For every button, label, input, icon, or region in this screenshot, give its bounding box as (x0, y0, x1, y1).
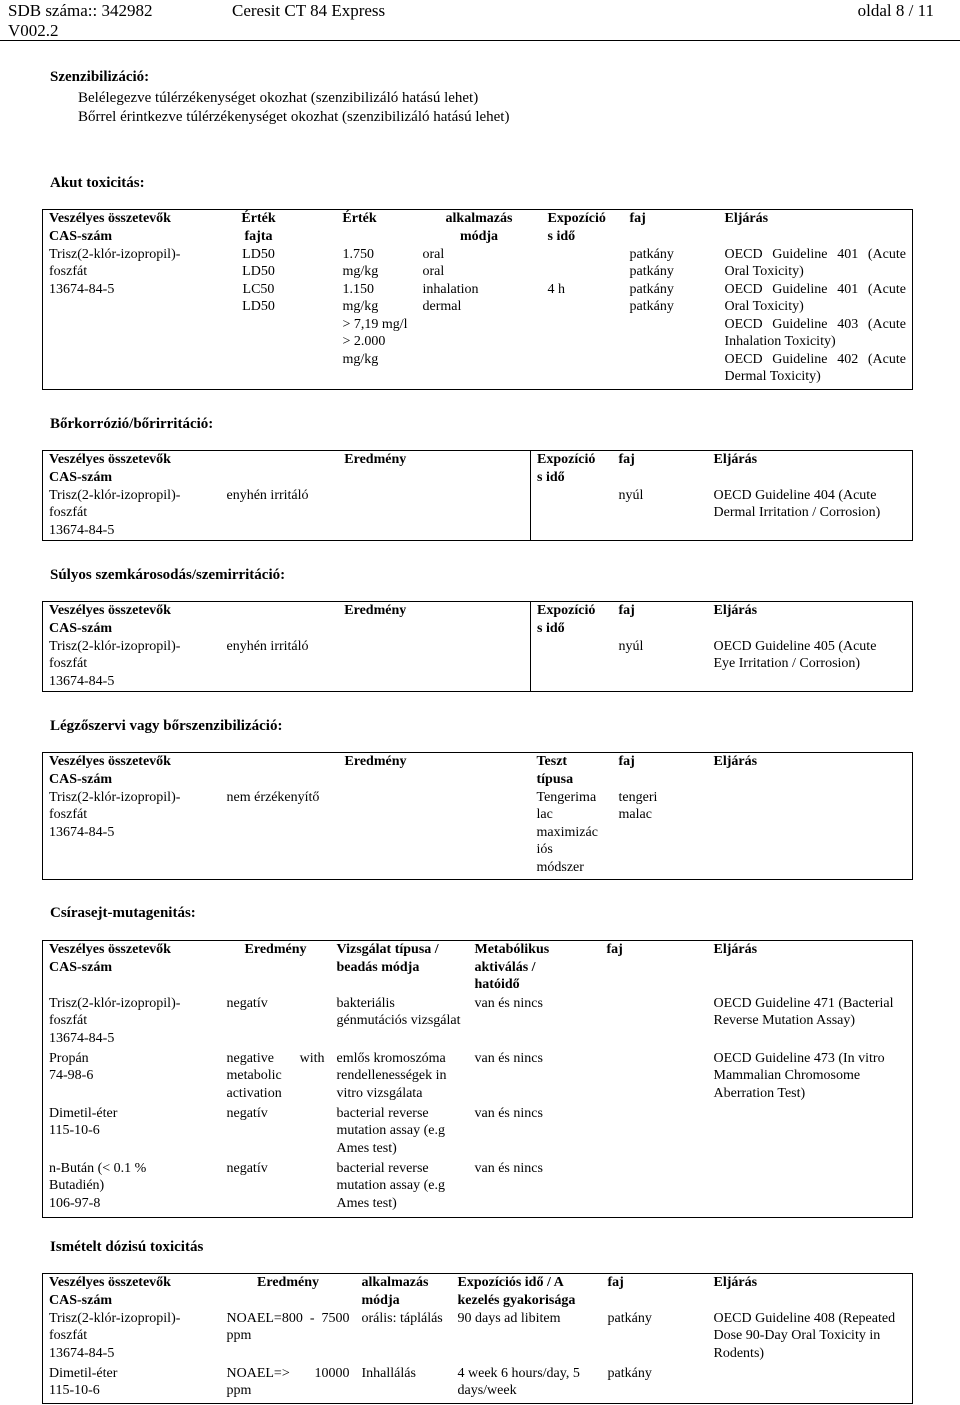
acute-title: Akut toxicitás: (50, 175, 145, 191)
skin-h-exp: Expozíció s idő (537, 452, 596, 485)
acute-exposure: 4 h (547, 281, 565, 297)
muta-result: negatív (226, 995, 268, 1011)
acute-h-method: Eljárás (724, 211, 769, 226)
eye-h-result: Eredmény (221, 602, 531, 638)
resp-species: tengeri malac (618, 789, 658, 822)
table-row (43, 1160, 913, 1218)
repeat-method: OECD Guideline 408 (Repeated Dose 90-Day Oral Toxicity in Rodents) (713, 1310, 896, 1361)
repeat-title: Ismételt dózisú toxicitás (50, 1239, 204, 1255)
product-name: Ceresit CT 84 Express (232, 1, 386, 20)
resp-h-species: faj (618, 754, 635, 769)
muta-result: negatív (226, 1105, 268, 1121)
acute-h-route: alkalmazás módja (445, 211, 513, 244)
page-number: oldal 8 / 11 (857, 1, 934, 20)
sens-title: Szenzibilizáció: (50, 69, 150, 85)
skin-exp (531, 487, 613, 541)
resp-result: nem érzékenyítő (226, 789, 320, 805)
eye-comp: Trisz(2-klór-izopropil)- foszfát 13674-84-5 (49, 638, 181, 689)
muta-meta: van és nincs (474, 1160, 543, 1176)
acute-methods: OECD Guideline 401 (Acute Oral Toxicity) OECD Guideline 401 (Acute Oral Toxicity) OECD Guideline 403 (Acute Inhalation Toxicity) OECD Guideline 402 (Acute Dermal Toxicity) (724, 246, 906, 384)
sdb-number: SDB száma:: 342982 (8, 1, 153, 20)
muta-species (601, 1160, 708, 1218)
muta-h-comp: Veszélyes összetevők CAS-szám (49, 942, 171, 975)
acute-types: LD50 LD50 LC50 LD50 (242, 246, 275, 314)
eye-species: nyúl (618, 638, 644, 654)
muta-comp: Dimetil-éter 115-10-6 (49, 1105, 118, 1138)
resp-h-method: Eljárás (713, 754, 758, 769)
repeat-result: NOAEL=> 10000 ppm (226, 1365, 350, 1398)
table-row (43, 995, 913, 1050)
repeat-exp: 4 week 6 hours/day, 5 days/week (457, 1365, 580, 1398)
repeat-species: patkány (607, 1365, 652, 1381)
muta-table (42, 940, 913, 1218)
repeat-table (42, 1273, 913, 1404)
acute-h-comp: Veszélyes összetevők CAS-szám (49, 211, 171, 244)
muta-species (601, 995, 708, 1050)
muta-type: bakteriális génmutációs vizsgálat (336, 995, 461, 1028)
muta-method: OECD Guideline 473 (In vitro Mammalian Chromosome Aberration Test) (713, 1050, 885, 1101)
repeat-comp: Dimetil-éter 115-10-6 (49, 1365, 118, 1398)
muta-species (601, 1105, 708, 1160)
muta-title: Csírasejt-mutagenitás: (50, 905, 196, 921)
muta-h-result: Eredmény (244, 942, 307, 957)
acute-h-value: Érték (342, 211, 377, 226)
skin-title: Bőrkorrózió/bőrirritáció: (50, 416, 214, 432)
acute-comp: Trisz(2-klór-izopropil)- foszfát 13674-84-5 (49, 246, 181, 297)
repeat-comp: Trisz(2-klór-izopropil)- foszfát 13674-84-5 (49, 1310, 181, 1361)
muta-species (601, 1050, 708, 1105)
eye-exp (531, 638, 613, 692)
repeat-h-result: Eredmény (257, 1275, 319, 1290)
repeat-h-method: Eljárás (713, 1275, 758, 1290)
repeat-result: NOAEL=800 - 7500 ppm (226, 1310, 350, 1343)
acute-table (42, 209, 913, 390)
repeat-route: Inhallálás (361, 1365, 416, 1381)
acute-routes: oral oral inhalation dermal (422, 246, 479, 314)
muta-method (708, 1160, 913, 1218)
resp-comp: Trisz(2-klór-izopropil)- foszfát 13674-84-5 (49, 789, 181, 840)
repeat-h-route: alkalmazás módja (361, 1275, 429, 1308)
muta-method: OECD Guideline 471 (Bacterial Reverse Mutation Assay) (713, 995, 894, 1028)
table-row (43, 1050, 913, 1105)
repeat-method (708, 1365, 913, 1404)
eye-h-method: Eljárás (713, 603, 758, 618)
muta-comp: Propán 74-98-6 (49, 1050, 94, 1083)
table-row (43, 1105, 913, 1160)
eye-title: Súlyos szemkárosodás/szemirritáció: (50, 567, 286, 583)
sens-line-1: Belélegezve túlérzékenységet okozhat (szenzibilizáló hatású lehet) (78, 90, 479, 106)
table-row (43, 1310, 913, 1365)
muta-h-method: Eljárás (713, 942, 758, 957)
skin-h-species: faj (618, 452, 635, 467)
muta-h-meta: Metabólikus aktiválás / hatóidő (474, 942, 550, 992)
acute-h-type: Érték fajta (241, 211, 276, 244)
resp-test: Tengerima lac maximizác iós módszer (536, 789, 598, 875)
muta-comp: n-Bután (< 0.1 % Butadién) 106-97-8 (49, 1160, 147, 1211)
repeat-exp: 90 days ad libitem (457, 1310, 561, 1326)
muta-type: bacterial reverse mutation assay (e.g Ames test) (336, 1105, 445, 1156)
table-row (43, 1365, 913, 1404)
page-header (0, 0, 960, 41)
acute-h-species: faj (629, 211, 646, 226)
skin-result: enyhén irritáló (221, 487, 531, 541)
muta-method (708, 1105, 913, 1160)
muta-comp: Trisz(2-klór-izopropil)- foszfát 13674-84-5 (49, 995, 181, 1046)
acute-h-exp: Expozíció s idő (547, 211, 606, 244)
skin-comp: Trisz(2-klór-izopropil)- foszfát 13674-84-5 (49, 487, 181, 538)
skin-species: nyúl (618, 487, 644, 503)
acute-species: patkány patkány patkány patkány (629, 246, 674, 314)
skin-h-comp: Veszélyes összetevők CAS-szám (49, 452, 171, 485)
resp-h-comp: Veszélyes összetevők CAS-szám (49, 754, 171, 787)
resp-table (42, 752, 913, 880)
muta-result: negative with metabolic activation (226, 1050, 325, 1101)
sens-line-2: Bőrrel érintkezve túlérzékenységet okozhat (szenzibilizáló hatású lehet) (78, 109, 510, 125)
eye-table (42, 601, 913, 692)
skin-method: OECD Guideline 404 (Acute Dermal Irritation / Corrosion) (713, 487, 881, 520)
repeat-route: orális: táplálás (361, 1310, 443, 1326)
version: V002.2 (8, 21, 59, 40)
muta-type: emlős kromoszóma rendellenességek in vitro vizsgálata (336, 1050, 447, 1101)
resp-method (708, 789, 913, 880)
skin-h-method: Eljárás (713, 452, 758, 467)
resp-title: Légzőszervi vagy bőrszenzibilizáció: (50, 718, 283, 734)
muta-h-species: faj (606, 942, 623, 957)
muta-meta: van és nincs (474, 995, 543, 1011)
repeat-species: patkány (607, 1310, 652, 1326)
skin-h-result: Eredmény (221, 451, 531, 487)
repeat-h-exp: Expozíciós idő / A kezelés gyakorisága (457, 1275, 576, 1308)
eye-result: enyhén irritáló (221, 638, 531, 692)
muta-type: bacterial reverse mutation assay (e.g Ames test) (336, 1160, 445, 1211)
eye-h-exp: Expozíció s idő (537, 603, 596, 636)
muta-meta: van és nincs (474, 1105, 543, 1121)
resp-h-test: Teszt típusa (536, 754, 574, 787)
skin-table (42, 450, 913, 541)
eye-method: OECD Guideline 405 (Acute Eye Irritation / Corrosion) (713, 638, 877, 671)
repeat-h-comp: Veszélyes összetevők CAS-szám (49, 1275, 171, 1308)
eye-h-comp: Veszélyes összetevők CAS-szám (49, 603, 171, 636)
repeat-h-species: faj (607, 1275, 624, 1290)
acute-values: 1.750 mg/kg 1.150 mg/kg > 7,19 mg/l > 2.000 mg/kg (342, 246, 408, 367)
eye-h-species: faj (618, 603, 635, 618)
muta-meta: van és nincs (474, 1050, 543, 1066)
muta-h-type: Vizsgálat típusa / beadás módja (336, 942, 439, 975)
muta-result: negatív (226, 1160, 268, 1176)
resp-h-result: Eredmény (344, 754, 407, 769)
